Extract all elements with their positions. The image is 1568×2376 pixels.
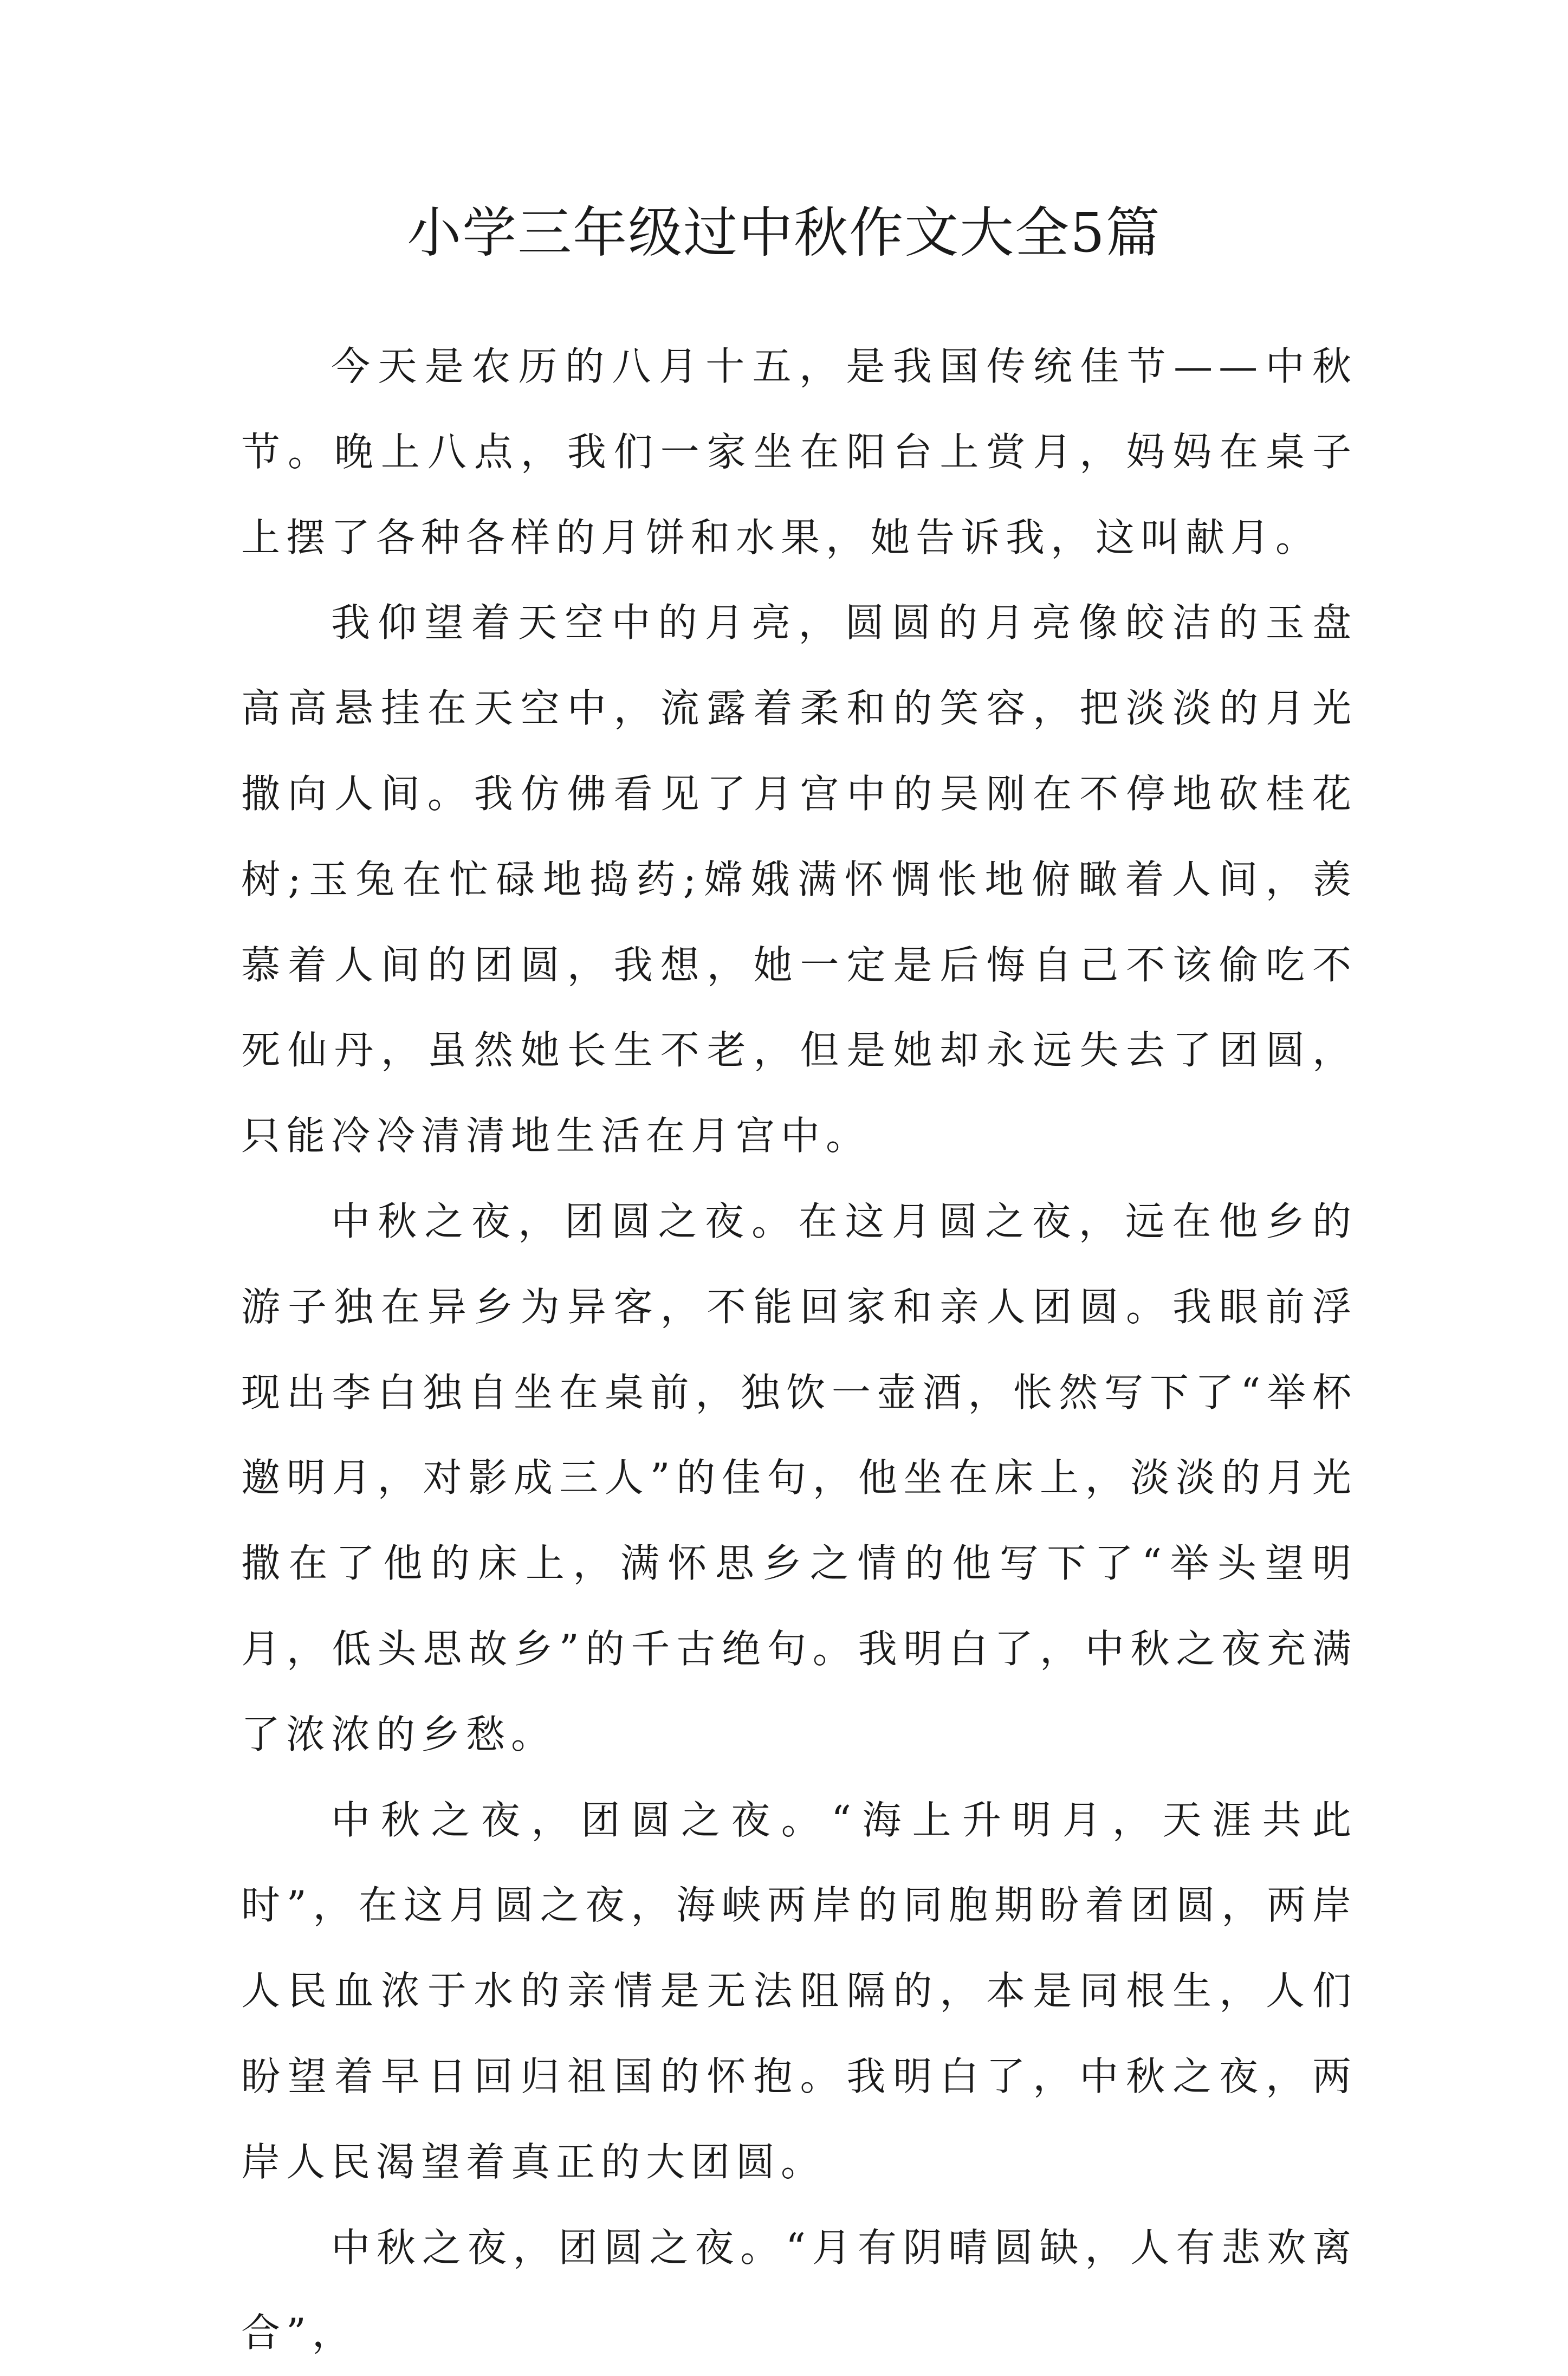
paragraph: 我仰望着天空中的月亮，圆圆的月亮像皎洁的玉盘高高悬挂在天空中，流露着柔和的笑容，把淡淡的月光撒向人间。我仿佛看见了月宫中的吴刚在不停地砍桂花树;玉兔在忙碌地捣药;嫦娥满怀惆怅地俯瞰着人间，羡慕着人间的团圆，我想，她一定是后悔自己不该偷吃不死仙丹，虽然她长生不老，但是她却永远失去了团圆，只能冷冷清清地生活在月宫中。	[241, 600, 1357, 1159]
paragraph: 中秋之夜，团圆之夜。在这月圆之夜，远在他乡的游子独在异乡为异客，不能回家和亲人团圆。我眼前浮现出李白独自坐在桌前，独饮一壶酒，怅然写下了“举杯邀明月，对影成三人”的佳句，他坐在床上，淡淡的月光撒在了他的床上，满怀思乡之情的他写下了“举头望明月，低头思故乡”的千古绝句。我明白了，中秋之夜充满了浓浓的乡愁。	[241, 1198, 1357, 1757]
document-title: 小学三年级过中秋作文大全5篇	[407, 201, 1161, 264]
paragraph: 中秋之夜，团圆之夜。“海上升明月，天涯共此时”，在这月圆之夜，海峡两岸的同胞期盼着团圆，两岸人民血浓于水的亲情是无法阻隔的，本是同根生，人们盼望着早日回归祖国的怀抱。我明白了，中秋之夜，两岸人民渴望着真正的大团圆。	[241, 1797, 1357, 2185]
paragraph: 今天是农历的八月十五，是我国传统佳节——中秋节。晚上八点，我们一家坐在阳台上赏月，妈妈在桌子上摆了各种各样的月饼和水果，她告诉我，这叫献月。	[241, 344, 1357, 560]
document-body	[241, 324, 1357, 2376]
paragraph: 中秋之夜，团圆之夜。“月有阴晴圆缺，人有悲欢离合”，	[241, 2224, 1357, 2356]
